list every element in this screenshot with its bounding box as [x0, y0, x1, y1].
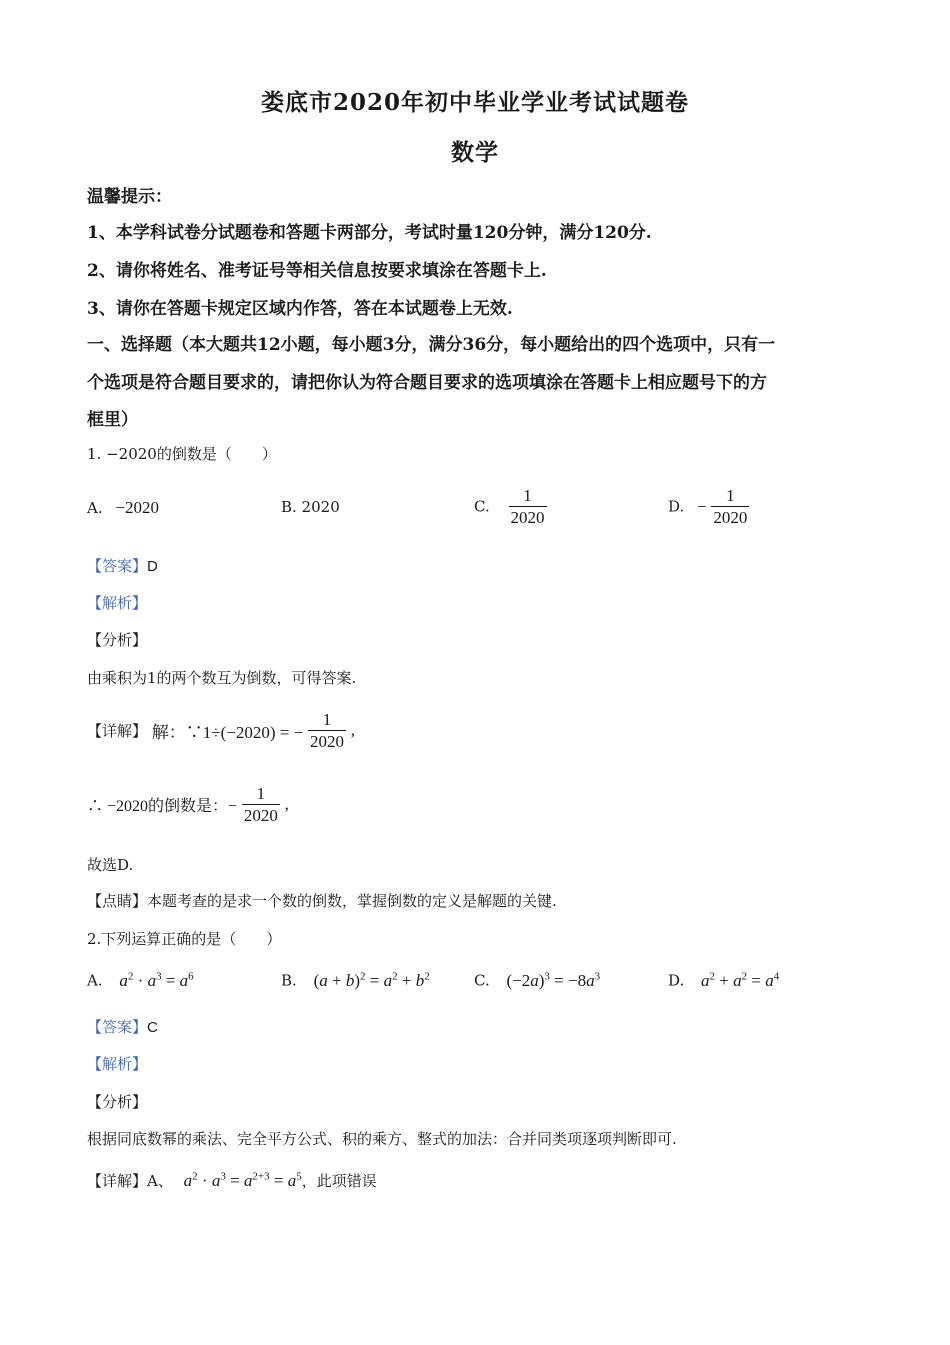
option-a-value: −2020 — [115, 498, 159, 517]
q2-jiexi-tag: 【解析】 — [87, 1055, 148, 1073]
q1-analysis: 由乘积为1的两个数互为倒数，可得答案. — [87, 669, 357, 687]
answer-tag: 【答案】 — [87, 1018, 148, 1036]
detail-a-formula: $a^2 \cdot a^3 = a^{2+3} = a^5$ — [183, 1170, 302, 1190]
option-a-label: A. — [87, 499, 103, 517]
answer-value: C — [147, 1019, 158, 1036]
q2-detail — [87, 1170, 377, 1191]
option-c-label: C. — [474, 497, 490, 516]
option-d-label: D. — [668, 971, 685, 990]
subject-title: 数学 — [451, 139, 499, 166]
option-a-formula: $a^2 \cdot a^3 = a^6$ — [119, 970, 194, 990]
q1-comment: 【点睛】本题考查的是求一个数的倒数，掌握倒数的定义是解题的关键. — [87, 892, 557, 910]
fraction-numerator: 1 — [322, 710, 332, 729]
option-b-formula: $(a + b)^2 = a^2 + b^2$ — [313, 970, 430, 990]
page-title: 娄底市2020年初中毕业学业考试试题卷 — [260, 89, 689, 116]
fraction-denominator: 2020 — [310, 731, 344, 751]
q2-fenxi-tag: 【分析】 — [87, 1093, 148, 1111]
answer-tag: 【答案】 — [87, 557, 148, 575]
fraction-numerator: 1 — [726, 486, 735, 505]
q2-stem: 2.下列运算正确的是（ ） — [87, 930, 282, 948]
option-d-label: D. — [668, 497, 685, 516]
q1-choose: 故选D. — [87, 856, 134, 874]
therefore-fraction — [242, 784, 280, 825]
q1-option-d — [668, 486, 749, 527]
option-a-label: A. — [87, 971, 103, 990]
therefore-expression: ∴ −2020的倒数是：− — [87, 798, 238, 816]
option-d-fraction — [711, 486, 749, 527]
q1-fenxi-tag: 【分析】 — [87, 631, 148, 649]
fraction-denominator: 2020 — [243, 805, 278, 825]
detail-comma: , — [350, 720, 356, 740]
answer-value: D — [147, 558, 158, 575]
detail-expression: 解：∵1÷(−2020) = − — [151, 723, 304, 743]
q1-option-c — [474, 486, 547, 527]
therefore-comma: , — [284, 794, 289, 814]
minus-sign: − — [697, 496, 707, 516]
detail-tag: 【详解】 — [87, 722, 148, 741]
q1-answer — [87, 555, 158, 576]
q1-option-a — [87, 498, 159, 518]
q1-detail — [87, 710, 355, 751]
detail-fraction — [308, 710, 346, 751]
section-heading-line-3: 框里） — [87, 410, 138, 430]
fraction-numerator: 1 — [256, 784, 266, 803]
section-heading-line-1: 一、选择题（本大题共12小题，每小题3分，满分36分，每小题给出的四个选项中，只有一 — [87, 335, 776, 355]
option-b-label: B. — [281, 971, 297, 990]
fraction-numerator: 1 — [523, 486, 532, 505]
fraction-denominator: 2020 — [713, 507, 748, 527]
option-c-fraction — [509, 486, 547, 527]
detail-tag: 【详解】 — [87, 1172, 148, 1190]
q2-option-b — [281, 970, 430, 991]
option-c-label: C. — [474, 971, 490, 990]
detail-a-label: A、 — [147, 1172, 173, 1190]
q2-option-d — [668, 970, 779, 991]
q2-option-c — [474, 970, 600, 991]
note-item-3: 3、请你在答题卡规定区域内作答，答在本试题卷上无效. — [87, 299, 513, 319]
section-heading-line-2: 个选项是符合题目要求的，请把你认为符合题目要求的选项填涂在答题卡上相应题号下的方 — [87, 373, 767, 393]
q1-option-b: B. 2020 — [281, 498, 340, 516]
note-item-2: 2、请你将姓名、准考证号等相关信息按要求填涂在答题卡上. — [87, 261, 547, 281]
notes-heading: 温馨提示： — [87, 187, 172, 207]
option-c-formula: $(-2a)^3 = -8a^3$ — [506, 970, 601, 990]
q1-therefore — [87, 784, 289, 825]
q1-stem: 1. −2020的倒数是（ ） — [87, 445, 277, 463]
q1-jiexi-tag: 【解析】 — [87, 594, 148, 612]
note-item-1: 1、本学科试卷分试题卷和答题卡两部分，考试时量120分钟，满分120分. — [87, 223, 652, 243]
detail-a-tail: ，此项错误 — [301, 1172, 377, 1190]
option-d-formula: $a^2 + a^2 = a^4$ — [701, 970, 780, 990]
fraction-denominator: 2020 — [510, 507, 545, 527]
q2-analysis: 根据同底数幂的乘法、完全平方公式、积的乘方、整式的加法：合并同类项逐项判断即可. — [87, 1130, 677, 1148]
q2-option-a — [87, 970, 194, 991]
q2-answer — [87, 1016, 158, 1037]
